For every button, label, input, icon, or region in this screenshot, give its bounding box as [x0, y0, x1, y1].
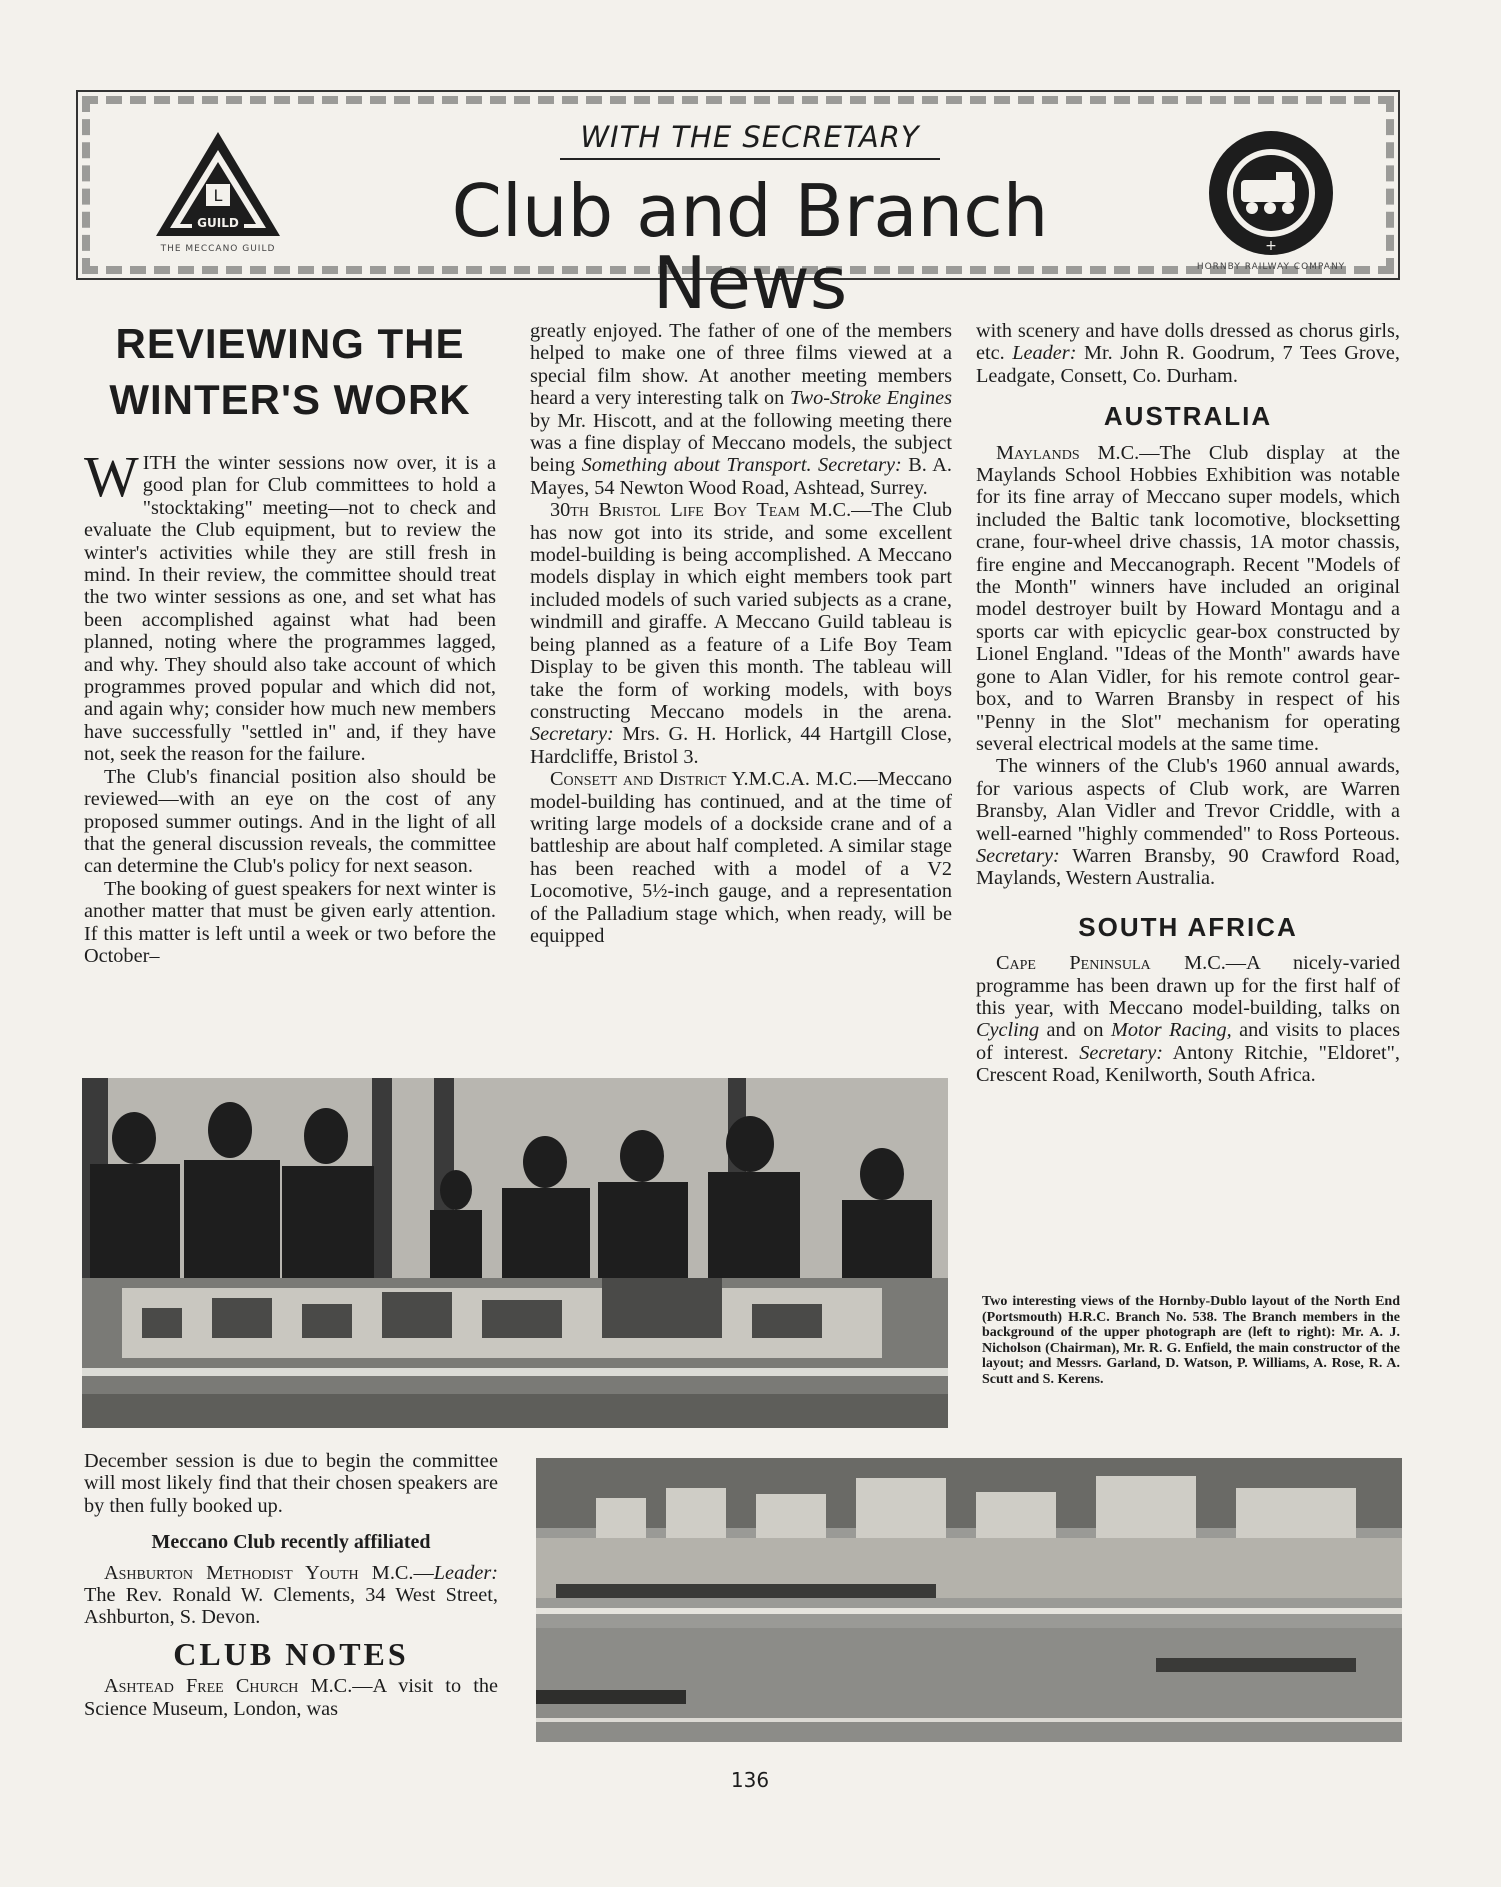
text: M.C.—A nicely-varied programme has been drawn up for the first half of this year, with Meccano model-building, talks on: [976, 952, 1400, 1019]
club-entry: [530, 499, 952, 768]
headline-line-2: WINTER'S WORK: [109, 376, 471, 423]
text: greatly enjoyed. The father of one of the members helped to make one of three films viewed at a special film show. At another meeting members heard a very interesting talk on: [530, 320, 952, 410]
paragraph: [976, 320, 1400, 387]
paragraph: [976, 755, 1400, 889]
leader-label: Leader:: [433, 1561, 498, 1584]
paragraph: December session is due to begin the committee will most likely find that their chosen speakers are by then fully booked up.: [84, 1450, 498, 1517]
lower-photo: [536, 1458, 1402, 1742]
text: and on: [1039, 1019, 1111, 1042]
intro-text: ITH the winter sessions now over, it is a good plan for Club committees to hold a "stocktaking" meeting—not to check and evaluate the Club equipment, but to review the winter's activities while they are still fresh in mind. In their review, the committee should treat the two winter sessions as one, and set what has been accomplished against what had been planned, noting where the programmes lagged, and why. They should also take account of which programmes proved popular and which did not, and again why; consider how much new members have successfully "settled in" and, if they have not, seek the reason for the failure.: [84, 452, 496, 766]
address: Mr. John R. Goodrum, 7 Tees Grove, Leadgate, Consett, Co. Durham.: [976, 342, 1400, 387]
column-2: [530, 320, 952, 947]
paragraph: The Club's financial position also should be reviewed—with an eye on the cost of any proposed summer outings. And in the light of all that the general discussion reveals, the committee can determine the Club's policy for next season.: [84, 765, 496, 878]
text: M.C.—The Club display at the Maylands School Hobbies Exhibition was notable for its fine array of Meccano super models, which included the Baltic tank locomotive, blocksetting crane, four-wheel drive chassis, 1A motor chassis, fire engine and Meccanograph. Recent "Models of the Month" winners have included an original model destroyer built by Howard Montagu and a sports car with epicyclic gear-box constructed by Lionel England. "Ideas of the Month" awards have gone to Alan Vidler, for his remote control gear-box, and to Warren Bransby in respect of his "Penny in the Slot" mechanism for operating several electrical models at the same time.: [976, 441, 1400, 755]
sub-heading: Meccano Club recently affiliated: [151, 1531, 431, 1554]
secretary-label: Secretary:: [530, 723, 614, 746]
address: The Rev. Ronald W. Clements, 34 West Street, Ashburton, S. Devon.: [84, 1584, 498, 1629]
club-notes-heading: CLUB NOTES: [173, 1635, 409, 1672]
svg-text:GUILD: GUILD: [197, 216, 239, 230]
guild-logo-text: THE MECCANO GUILD: [160, 244, 276, 254]
secretary-label: Secretary:: [1079, 1041, 1163, 1064]
leader-label: Leader:: [1012, 342, 1077, 365]
address: Warren Bransby, 90 Crawford Road, Maylands, Western Australia.: [976, 844, 1400, 890]
address: B. A. Mayes, 54 Newton Wood Road, Ashtead, Surrey.: [530, 454, 952, 499]
kicker: WITH THE SECRETARY: [560, 120, 940, 160]
upper-photo: [82, 1078, 948, 1428]
club-entry: [84, 1562, 498, 1629]
headline: [84, 316, 496, 428]
section-heading-australia: AUSTRALIA: [1103, 401, 1273, 432]
svg-text:+: +: [1265, 238, 1277, 254]
club-entry: [976, 952, 1400, 1086]
meccano-guild-logo: [152, 128, 284, 240]
club-name: Consett and District: [550, 768, 727, 791]
text: M.C.—: [358, 1561, 434, 1584]
club-name: Ashburton Methodist Youth: [104, 1561, 359, 1584]
text: Y.M.C.A. M.C.—Meccano model-building has continued, and at the time of writing large models of a dockside crane and of a battleship are about half completed. A similar stage has been reached with a model of a V2 Locomotive, 5½-inch gauge, and a representation of the Palladium stage which, when ready, will be equipped: [530, 768, 953, 947]
paragraph: The booking of guest speakers for next winter is another matter that must be given early attention. If this matter is left until a week or two before the October–: [84, 877, 497, 967]
talk-topic: Cycling: [976, 1019, 1040, 1042]
column-1: [84, 316, 496, 967]
club-name: Cape Peninsula: [996, 952, 1151, 975]
headline-line-1: REVIEWING THE: [115, 320, 465, 367]
photo-caption: Two interesting views of the Hornby-Dublo layout of the North End (Portsmouth) H.R.C. Branch No. 538. The Branch members in the background of the upper photograph are (left to right): Mr. A. J. Nicholson (Chairman), Mr. R. G. Enfield, the main constructor of the layout; and Messrs. Garland, D. Watson, P. Williams, A. Rose, R. A. Scutt and S. Kerens.: [982, 1294, 1400, 1387]
section-heading-south-africa: SOUTH AFRICA: [1078, 911, 1298, 942]
svg-text:L: L: [213, 186, 223, 205]
club-entry: [976, 442, 1400, 756]
paragraph: [530, 320, 952, 499]
text: M.C.—The Club has now got into its stride, and some excellent model-building is being accomplished. A Meccano models display in which eight members took part included models of such varied subjects as a crane, windmill and giraffe. A Meccano Guild tableau is being planned as a feature of a Life Boy Team Display to be given this month. The tableau will take the form of working models, with boys constructing Meccano models in the arena.: [530, 499, 952, 723]
hornby-railway-company-logo: [1206, 128, 1336, 258]
talk-topic: Motor Racing,: [1111, 1019, 1232, 1042]
club-name: Ashtead Free Church: [104, 1675, 299, 1698]
text: with scenery and have dolls dressed as chorus girls, etc.: [976, 320, 1400, 365]
page-number: 136: [730, 1768, 770, 1792]
column-bottom-left: [84, 1450, 498, 1720]
address: Mrs. G. H. Horlick, 44 Hartgill Close, Hardcliffe, Bristol 3.: [530, 723, 952, 768]
intro-paragraph: [84, 444, 496, 766]
text: M.C.—A visit to the Science Museum, London, was: [84, 1675, 499, 1720]
club-entry: [530, 768, 952, 947]
display-subject: Something about Transport.: [581, 454, 812, 477]
secretary-label: Secretary:: [818, 454, 902, 477]
club-entry: [84, 1675, 498, 1720]
address: Antony Ritchie, "Eldoret", Crescent Road, Kenilworth, South Africa.: [976, 1041, 1400, 1087]
club-name: Maylands: [996, 441, 1080, 464]
club-name: 30th Bristol Life Boy Team: [550, 499, 800, 522]
column-3: [976, 320, 1400, 1087]
text: The winners of the Club's 1960 annual awards, for various aspects of Club work, are Warren Bransby, Alan Vidler and Trevor Criddle, with a well-earned "highly commended" to Ross Porteous.: [976, 755, 1400, 845]
secretary-label: Secretary:: [976, 844, 1060, 867]
talk-title: Two-Stroke Engines: [789, 387, 952, 410]
drop-cap: W: [84, 444, 139, 509]
hrc-logo-text: HORNBY RAILWAY COMPANY: [1196, 262, 1346, 272]
text: by Mr. Hiscott, and at the following meeting there was a fine display of Meccano models, the subject being: [530, 409, 952, 477]
text: and visits to places of interest.: [976, 1019, 1401, 1064]
page-title: Club and Branch News: [451, 169, 1049, 325]
